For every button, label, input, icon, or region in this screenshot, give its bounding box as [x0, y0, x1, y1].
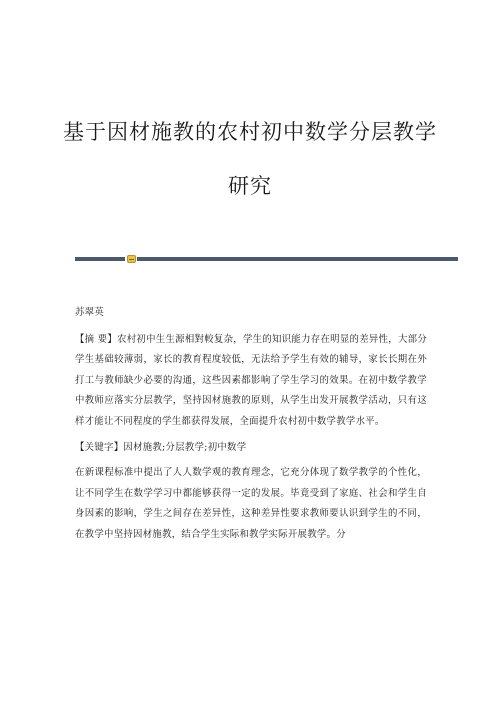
- abstract-paragraph: [75, 330, 427, 433]
- divider-emblem-icon: [127, 255, 136, 263]
- title-line-2: 研究: [228, 174, 272, 198]
- author-name: 苏翠英: [75, 307, 105, 318]
- body-paragraph: 在新课程标准中提出了人人数学观的教育理念，它充分体现了数学教学的个性化，让不同学生在数学学习中都能够获得一定的发展。毕竟受到了家庭、社会和学生自身因素的影响，学生之间存在差异性，这种差异性要求教师要认识到学生的不同，在教学中坚持因材施教，结合学生实际和教学实际开展教学。分: [75, 467, 427, 540]
- keywords-label: 【关键字】: [75, 441, 124, 453]
- title-divider: [75, 255, 458, 263]
- article-content: [75, 303, 427, 551]
- title-line-1: 基于因材施教的农村初中数学分层教学: [63, 120, 437, 144]
- divider-bar-left: [75, 257, 125, 261]
- keywords-paragraph: [75, 438, 427, 459]
- keywords-text: 因材施教;分层教学;初中数学: [123, 441, 247, 453]
- abstract-label: 【摘 要】: [75, 333, 118, 345]
- abstract-text: 农村初中生生源相對較复杂，学生的知识能力存在明显的差异性，大部分学生基础较薄弱，家长的教育程度较低，无法给予学生有效的辅导，家长长期在外打工与教师缺少必要的沟通，这些因素都影响了学生学习的效果。在初中数学教学中教师应落实分层教学，坚持因材施教的原则，从学生出发开展教学活动，只有这样才能让不同程度的学生都获得发展，全面提升农村初中数学教学水平。: [75, 333, 427, 427]
- divider-bar-right: [137, 257, 458, 261]
